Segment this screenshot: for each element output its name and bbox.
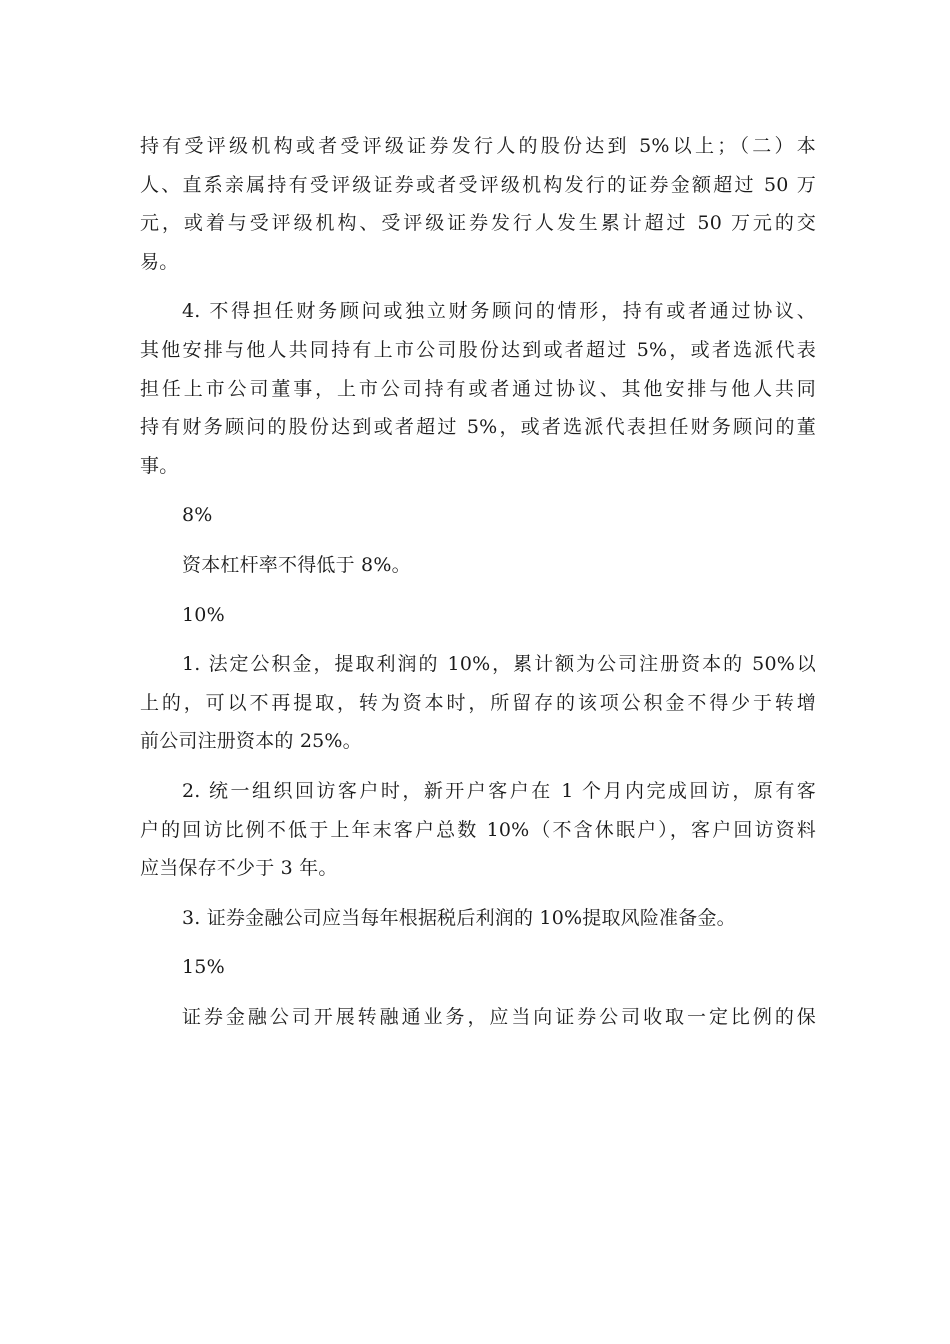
text-line: 前公司注册资本的 25%。 bbox=[140, 730, 362, 753]
section-heading bbox=[140, 596, 816, 635]
document-page bbox=[140, 127, 816, 1036]
paragraph bbox=[140, 292, 816, 485]
text-line: 10% bbox=[182, 603, 225, 626]
paragraph bbox=[140, 645, 816, 761]
paragraph bbox=[140, 899, 816, 938]
section-heading bbox=[140, 948, 816, 987]
text-line: 证券金融公司开展转融通业务，应当向证券公司收取一定比例的保 bbox=[182, 1005, 816, 1028]
text-line: 4. 不得担任财务顾问或独立财务顾问的情形，持有或者通过协议、 bbox=[182, 300, 816, 323]
text-line: 持有财务顾问的股份达到或者超过 5%，或者选派代表担任财务顾问的董 bbox=[140, 416, 816, 439]
text-line: 应当保存不少于 3 年。 bbox=[140, 857, 338, 880]
text-line: 事。 bbox=[140, 454, 179, 477]
text-line: 其他安排与他人共同持有上市公司股份达到或者超过 5%，或者选派代表 bbox=[140, 338, 816, 361]
paragraph bbox=[140, 546, 816, 585]
section-heading bbox=[140, 496, 816, 535]
text-line: 8% bbox=[182, 504, 213, 527]
text-line: 人、直系亲属持有受评级证券或者受评级机构发行的证券金额超过 50 万 bbox=[140, 173, 816, 196]
text-line: 2. 统一组织回访客户时，新开户客户在 1 个月内完成回访，原有客 bbox=[182, 779, 816, 802]
text-line: 资本杠杆率不得低于 8%。 bbox=[182, 553, 411, 576]
text-line: 1. 法定公积金，提取利润的 10%，累计额为公司注册资本的 50%以 bbox=[182, 653, 816, 676]
text-line: 15% bbox=[182, 956, 225, 979]
text-line: 3. 证券金融公司应当每年根据税后利润的 10%提取风险准备金。 bbox=[182, 906, 736, 929]
text-line: 担任上市公司董事，上市公司持有或者通过协议、其他安排与他人共同 bbox=[140, 377, 816, 400]
text-line: 易。 bbox=[140, 250, 179, 273]
text-line: 元，或着与受评级机构、受评级证券发行人发生累计超过 50 万元的交 bbox=[140, 212, 816, 235]
text-line: 上的，可以不再提取，转为资本时，所留存的该项公积金不得少于转增 bbox=[140, 691, 816, 714]
text-line: 持有受评级机构或者受评级证券发行人的股份达到 5%以上；（二）本 bbox=[140, 135, 816, 157]
paragraph bbox=[140, 772, 816, 888]
text-line: 户的回访比例不低于上年末客户总数 10%（不含休眠户），客户回访资料 bbox=[140, 818, 816, 841]
paragraph bbox=[140, 127, 816, 281]
paragraph bbox=[140, 998, 816, 1037]
